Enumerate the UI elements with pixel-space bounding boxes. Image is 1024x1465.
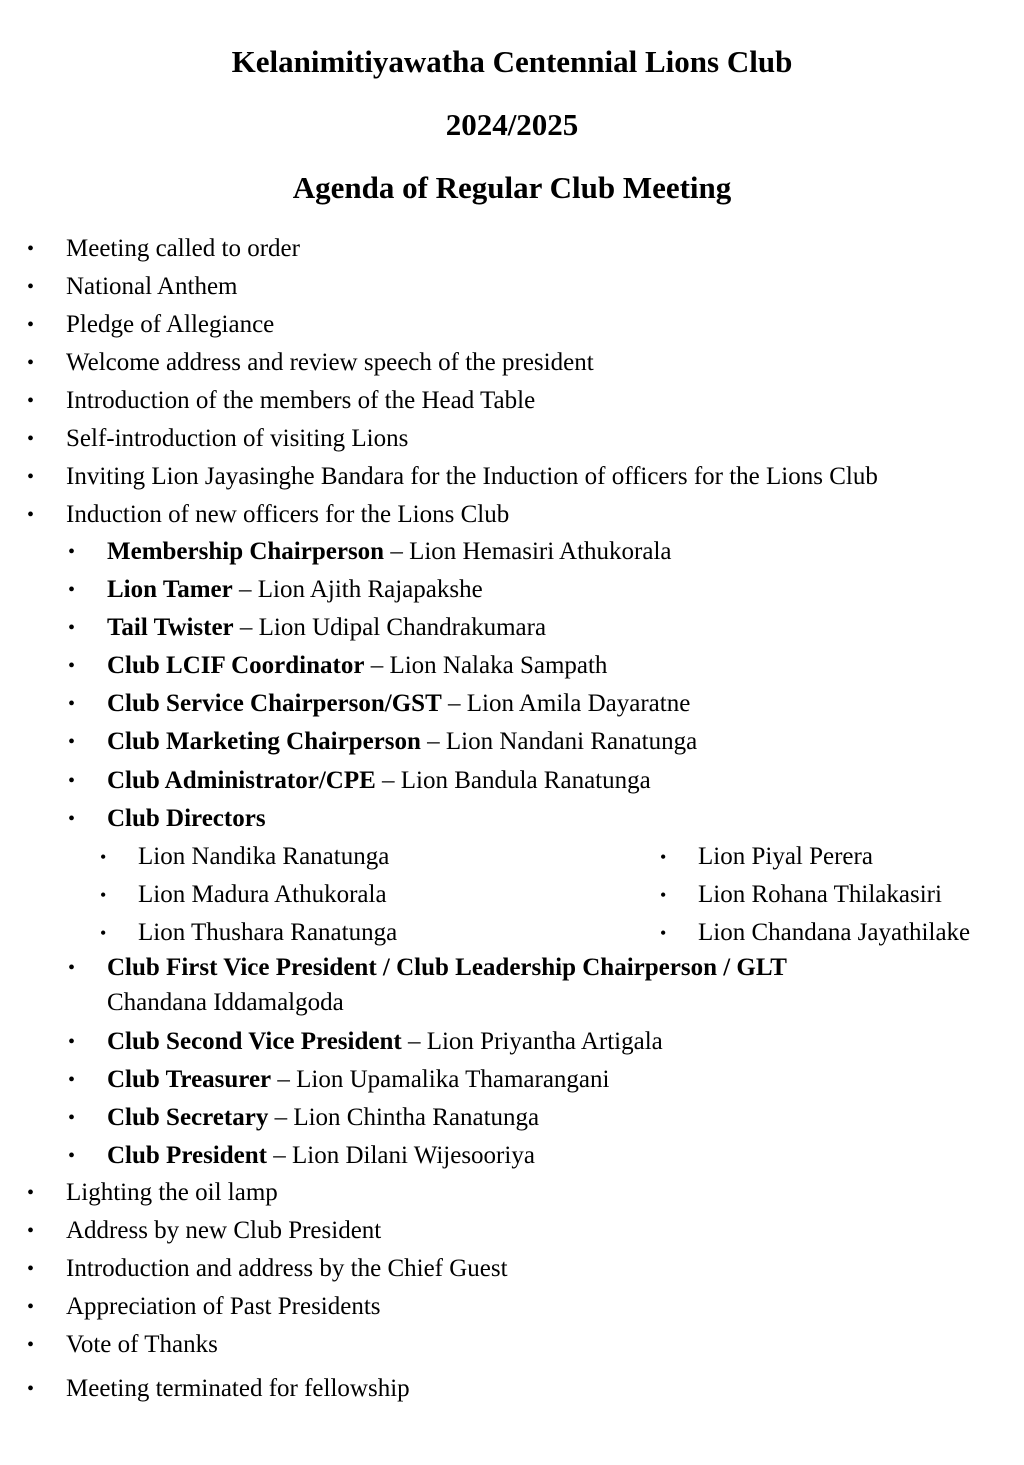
bullet-icon: •	[27, 1378, 35, 1400]
director-name: Lion Madura Athukorala	[138, 881, 387, 908]
role-separator: –	[271, 1066, 297, 1093]
role-separator: –	[375, 767, 401, 794]
bullet-icon: •	[27, 276, 35, 298]
agenda-item: National Anthem	[66, 273, 238, 300]
agenda-item: Welcome address and review speech of the president	[66, 349, 594, 376]
officer-role: Club LCIF Coordinator	[107, 652, 365, 679]
role-separator: –	[233, 614, 259, 641]
bullet-icon: •	[27, 428, 35, 450]
officer-role: Club Administrator/CPE	[107, 767, 376, 794]
directors-role: Club Directors	[107, 805, 266, 832]
club-name-heading: Kelanimitiyawatha Centennial Lions Club	[231, 44, 793, 79]
bullet-icon: •	[68, 655, 76, 677]
officer-item	[107, 1027, 663, 1057]
officer-name: Lion Udipal Chandrakumara	[258, 614, 547, 641]
role-separator: –	[384, 538, 410, 565]
officer-name: Lion Chintha Ranatunga	[293, 1104, 540, 1131]
officer-item	[107, 953, 787, 983]
bullet-icon: •	[27, 1296, 35, 1318]
officer-role: Club President	[107, 1142, 267, 1169]
bullet-icon: •	[27, 466, 35, 488]
agenda-item: Vote of Thanks	[66, 1331, 218, 1358]
bullet-icon: •	[27, 314, 35, 336]
agenda-item: Lighting the oil lamp	[66, 1179, 278, 1206]
agenda-item: Induction of new officers for the Lions Club	[66, 501, 510, 528]
officer-item	[107, 1103, 539, 1133]
officer-role: Club Service Chairperson/GST	[107, 690, 442, 717]
role-separator: –	[268, 1104, 294, 1131]
agenda-item: Pledge of Allegiance	[66, 311, 275, 338]
agenda-title-heading: Agenda of Regular Club Meeting	[292, 170, 732, 205]
bullet-icon: •	[68, 808, 76, 830]
bullet-icon: •	[660, 847, 667, 867]
officer-item	[107, 575, 483, 605]
officer-role: Lion Tamer	[107, 576, 233, 603]
officer-item	[107, 537, 672, 567]
officer-name: Lion Priyantha Artigala	[426, 1028, 663, 1055]
director-name: Lion Rohana Thilakasiri	[698, 881, 942, 908]
role-separator: –	[232, 576, 258, 603]
bullet-icon: •	[27, 1334, 35, 1356]
agenda-item: Meeting terminated for fellowship	[66, 1375, 410, 1402]
officer-name: Lion Amila Dayaratne	[466, 690, 691, 717]
bullet-icon: •	[100, 885, 107, 905]
bullet-icon: •	[68, 541, 76, 563]
officer-item	[107, 727, 697, 757]
bullet-icon: •	[660, 923, 667, 943]
officer-role: Tail Twister	[107, 614, 234, 641]
agenda-item: Appreciation of Past Presidents	[66, 1293, 381, 1320]
officer-role: Club Secretary	[107, 1104, 269, 1131]
agenda-item: Self-introduction of visiting Lions	[66, 425, 409, 452]
bullet-icon: •	[68, 1145, 76, 1167]
director-name: Lion Nandika Ranatunga	[138, 843, 390, 870]
bullet-icon: •	[27, 1220, 35, 1242]
officer-name: Lion Upamalika Thamarangani	[296, 1066, 610, 1093]
agenda-item: Meeting called to order	[66, 235, 300, 262]
officer-item	[107, 1065, 609, 1095]
director-name: Lion Chandana Jayathilake	[698, 919, 971, 946]
officer-item	[107, 1141, 535, 1171]
bullet-icon: •	[68, 957, 76, 979]
officer-name: Lion Dilani Wijesooriya	[291, 1142, 535, 1169]
bullet-icon: •	[27, 390, 35, 412]
bullet-icon: •	[68, 579, 76, 601]
role-separator: –	[364, 652, 390, 679]
bullet-icon: •	[68, 1107, 76, 1129]
role-separator: –	[401, 1028, 427, 1055]
role-separator: –	[266, 1142, 292, 1169]
role-separator: –	[420, 728, 446, 755]
bullet-icon: •	[68, 1031, 76, 1053]
bullet-icon: •	[100, 847, 107, 867]
officer-role: Membership Chairperson	[107, 538, 385, 565]
bullet-icon: •	[27, 1258, 35, 1280]
bullet-icon: •	[68, 1069, 76, 1091]
bullet-icon: •	[100, 923, 107, 943]
officer-name: Lion Ajith Rajapakshe	[257, 576, 483, 603]
agenda-item: Introduction of the members of the Head Table	[66, 387, 536, 414]
bullet-icon: •	[27, 352, 35, 374]
officer-name: Lion Hemasiri Athukorala	[409, 538, 672, 565]
bullet-icon: •	[27, 238, 35, 260]
officer-item	[107, 766, 651, 796]
director-name: Lion Thushara Ranatunga	[138, 919, 398, 946]
club-directors-label	[107, 804, 266, 834]
officer-name: Lion Nalaka Sampath	[389, 652, 608, 679]
officer-name: Chandana Iddamalgoda	[107, 989, 344, 1016]
bullet-icon: •	[68, 693, 76, 715]
officer-item	[107, 613, 546, 643]
bullet-icon: •	[68, 731, 76, 753]
bullet-icon: •	[68, 617, 76, 639]
officer-role: Club Treasurer	[107, 1066, 272, 1093]
bullet-icon: •	[27, 1182, 35, 1204]
officer-role: Club Second Vice President	[107, 1028, 402, 1055]
bullet-icon: •	[27, 504, 35, 526]
bullet-icon: •	[68, 770, 76, 792]
year-heading: 2024/2025	[445, 107, 579, 142]
officer-item	[107, 651, 607, 681]
officer-name: Lion Bandula Ranatunga	[400, 767, 651, 794]
officer-item	[107, 689, 690, 719]
agenda-item: Inviting Lion Jayasinghe Bandara for the Induction of officers for the Lions Club	[66, 463, 878, 490]
director-name: Lion Piyal Perera	[698, 843, 873, 870]
role-separator: –	[441, 690, 467, 717]
officer-role: Club Marketing Chairperson	[107, 728, 421, 755]
agenda-item: Address by new Club President	[66, 1217, 382, 1244]
agenda-item: Introduction and address by the Chief Guest	[66, 1255, 508, 1282]
bullet-icon: •	[660, 885, 667, 905]
officer-role: Club First Vice President / Club Leadership Chairperson / GLT	[107, 954, 787, 981]
officer-name: Lion Nandani Ranatunga	[445, 728, 698, 755]
